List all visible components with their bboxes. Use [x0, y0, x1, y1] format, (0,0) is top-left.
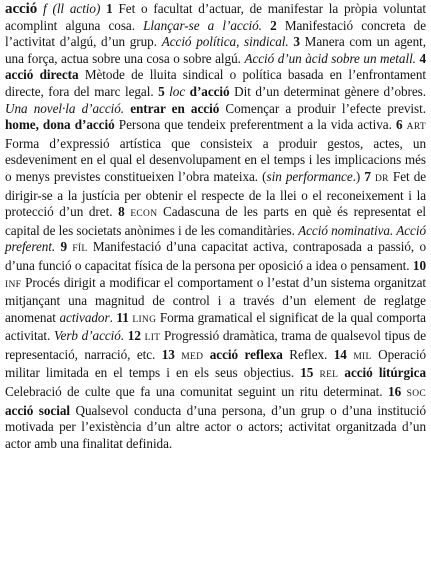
definition: Dit d’un determinat gènere d’obres.: [234, 83, 427, 99]
domain-label: LING: [132, 314, 157, 325]
definition: Progressió dramàtica, trama de qualsevol tipus de representació, narració, etc.: [5, 328, 427, 362]
example: Verb d’acció.: [53, 328, 125, 344]
note-close: .): [352, 168, 361, 184]
definition: Manifestació concreta de l’activitat d’algú, d’un grup.: [5, 17, 426, 50]
synonym-note: sin performance: [266, 168, 353, 184]
subentry-term: acció social: [5, 402, 70, 418]
domain-label: SOC: [406, 389, 427, 400]
subentry-term: acció litúrgica: [344, 365, 426, 381]
sense-number: 12: [127, 328, 141, 344]
example: Acció d’un àcid sobre un metall.: [244, 50, 416, 66]
dictionary-entry: [5, 1, 426, 452]
definition: Mètode de lluita sindical o política basada en l’enfrontament directe, fora del marc legal.: [5, 67, 427, 99]
definition: Procés dirigit a modificar el comportament o l’estat d’un sistema organitzat mitjançant una magnitud de control i a través d’un element de reglatge anomenat: [5, 274, 426, 325]
definition: Qualsevol conducta d’una persona, d’un grup o d’una institució motivada per l’existència d’un altre actor o actors; activitat organitzada d’un actor amb una finalitat definida.: [5, 402, 427, 451]
example: Acció política, sindical.: [161, 34, 289, 50]
sense-number: 10: [412, 257, 426, 273]
sense-number: 3: [293, 34, 300, 50]
sense-number: 1: [106, 1, 113, 16]
domain-label: INF: [5, 279, 22, 290]
definition: Fet de dirigir-se a la justícia per obtenir el respecte de la llei o el reconeixement i la protecció d’un dret.: [5, 168, 427, 220]
definition: Operació militar limitada en el temps i en els seus objectius.: [5, 346, 427, 381]
domain-label: MED: [181, 351, 204, 362]
definition: Persona que tendeix preferentment a la vida activa.: [118, 117, 392, 133]
definition: Manera com un agent, una força, actua sobre una cosa o sobre algú.: [5, 34, 426, 66]
sense-number: 5: [158, 83, 165, 99]
example: Una novel·la d’acció.: [5, 100, 125, 116]
grammar-info: f (ll actio): [43, 1, 101, 16]
definition: Cadascuna de les parts en què és representat el capital de les societats anònimes i de les comanditàries.: [5, 204, 426, 238]
subentry-term: d’acció: [189, 83, 230, 99]
domain-label: loc: [169, 83, 186, 99]
domain-label: DR: [375, 173, 389, 184]
sense-number: 14: [333, 346, 347, 362]
definition: Forma d’expressió artística que consisteix a produir gestos, actes, un esdeveniment en el qual el desenvolupament en el temps i les implicacions més o menys previstes constitueixen l’obra mateixa.: [5, 135, 426, 184]
punctuation: .: [109, 309, 113, 325]
sense-number: 9: [60, 239, 68, 255]
domain-label: REL: [319, 370, 339, 381]
definition: Manifestació d’una capacitat activa, contraposada a passió, o d’una funció o capacitat física de la persona per oposició a idea o pensament.: [5, 239, 427, 273]
subentry-term: home, dona d’acció: [5, 117, 115, 133]
domain-label: ECON: [130, 209, 158, 220]
subentry-term: acció reflexa: [209, 346, 283, 362]
sense-number: 11: [116, 309, 129, 325]
example: Acció nominativa. Acció preferent.: [5, 222, 426, 255]
example: activador: [59, 309, 110, 325]
domain-label: LIT: [144, 333, 161, 344]
definition: Reflex.: [289, 346, 328, 362]
sense-number: 6: [395, 117, 403, 133]
definition: Celebració de culte que fa una comunitat seguint un ritu determinat.: [5, 384, 383, 400]
subentry-term: entrar en acció: [130, 100, 220, 116]
sense-number: 15: [300, 365, 314, 381]
sense-number: 16: [388, 384, 402, 400]
example: Llançar-se a l’acció.: [143, 17, 262, 33]
domain-label: MIL: [353, 351, 372, 362]
domain-label: ART: [406, 122, 426, 133]
domain-label: FÍL: [72, 244, 88, 255]
sense-number: 8: [118, 204, 125, 220]
definition: Començar a produir l’efecte previst.: [225, 100, 426, 116]
sense-number: 4: [419, 50, 427, 66]
sense-number: 13: [161, 346, 175, 362]
note-open: (: [262, 168, 267, 184]
headword: acció: [5, 1, 38, 17]
subentry-term: acció directa: [5, 67, 79, 83]
definition: Fet o facultat d’actuar, de manifestar la pròpia voluntat acomplint alguna cosa.: [5, 1, 426, 33]
sense-number: 7: [364, 168, 371, 184]
definition: Forma gramatical el significat de la qual comporta activitat.: [5, 309, 426, 344]
sense-number: 2: [270, 17, 277, 33]
